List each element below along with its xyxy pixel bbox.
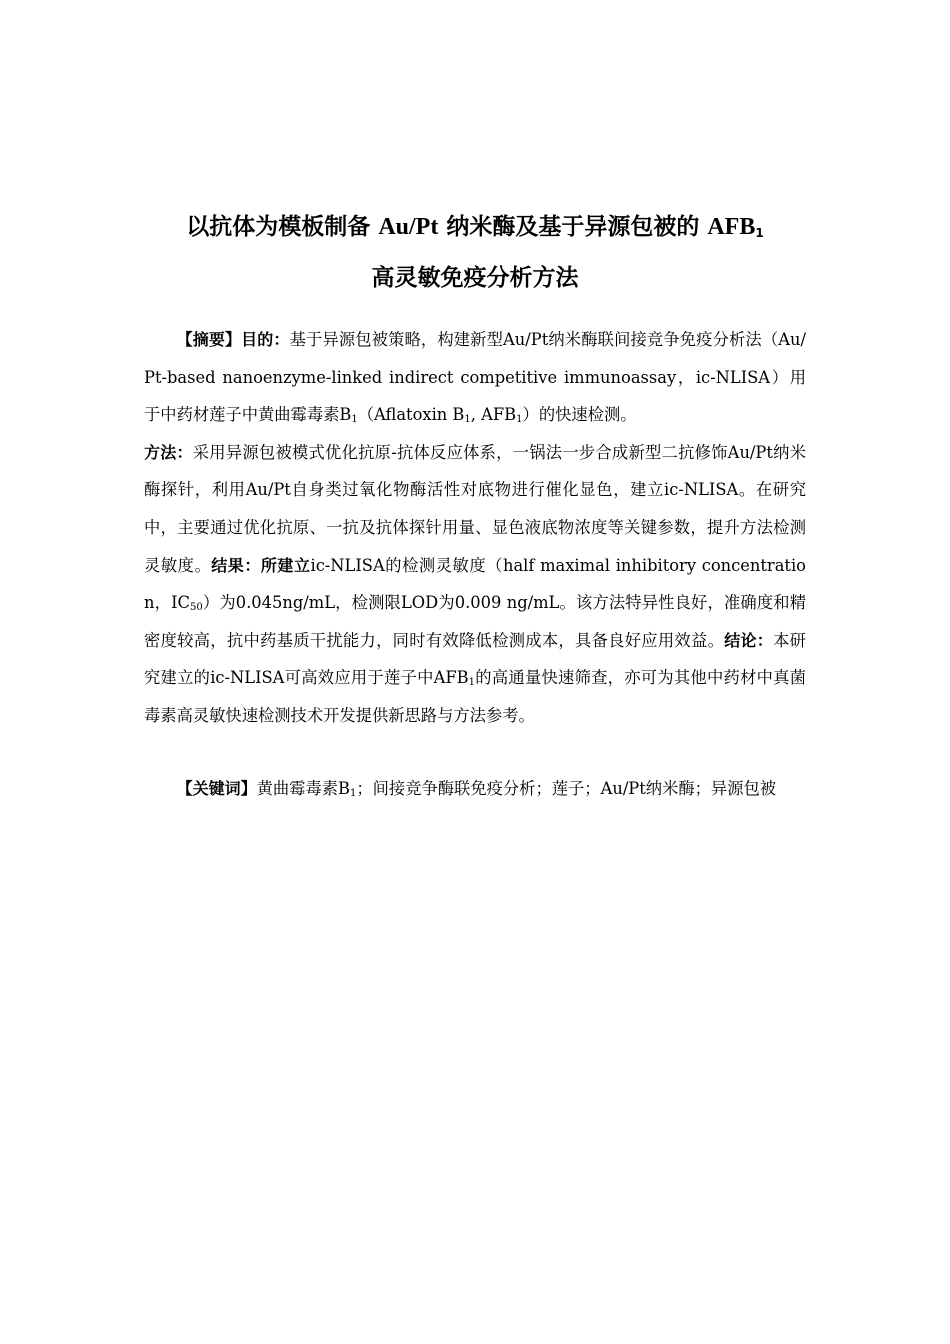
objective-label: 目的： bbox=[241, 330, 290, 349]
title-text-part-1: 以抗体为模板制备 bbox=[186, 214, 379, 240]
keywords-section bbox=[144, 770, 806, 808]
paper-title-line-1 bbox=[130, 212, 820, 242]
methods-label: 方法： bbox=[144, 442, 193, 462]
results-text-2: ）为0.045ng/mL，检测限LOD为0.009 ng/mL。该方法特异性良好，准确度和精密度较高，抗中药基质干扰能力，同时有效降低检测成本，具备良好应用效益。 bbox=[144, 593, 806, 650]
objective-subscript-2: 1 bbox=[464, 414, 471, 426]
methods-text: 采用异源包被模式优化抗原-抗体反应体系，一锅法一步合成新型二抗修饰Au/Pt纳米酶探针，利用Au/Pt自身类过氧化物酶活性对底物进行催化显色，建立ic-NLISA。在研究中，主要通过优化抗原、一抗及抗体探针用量、显色液底物浓度等关键参数，提升方法检测灵敏度。 bbox=[144, 442, 806, 575]
keywords-label: 【关键词】 bbox=[176, 779, 257, 798]
objective-text-1: 基于异源包被策略，构建新型Au/Pt纳米酶联间接竞争免疫分析法（Au/Pt-based nanoenzyme-linked indirect competitive immunoassay，ic-NLISA）用于中药材莲子中黄曲霉毒素B bbox=[144, 330, 806, 425]
objective-text-3: , AFB bbox=[470, 405, 517, 425]
conclusion-label: 结论： bbox=[724, 630, 774, 650]
abstract-section bbox=[144, 321, 806, 735]
title-text-part-2: 纳米酶及基于异源包被的 bbox=[438, 214, 708, 240]
results-subscript: 50 bbox=[189, 602, 203, 614]
title-latin-afb: AFB bbox=[707, 214, 756, 240]
keywords-subscript: 1 bbox=[349, 788, 357, 799]
keywords-paragraph bbox=[144, 770, 806, 808]
abstract-paragraph bbox=[144, 321, 806, 735]
keywords-text-1: 黄曲霉毒素B bbox=[256, 779, 350, 798]
results-label: 结果：所建立 bbox=[211, 555, 311, 575]
conclusion-text-1: 本研究建立的ic-NLISA可高效应用于莲子中AFB bbox=[144, 630, 806, 688]
objective-text-4: ）的快速检测。 bbox=[522, 405, 637, 425]
conclusion-subscript: 1 bbox=[468, 677, 476, 689]
results-text-1: ic-NLISA的检测灵敏度（half maximal inhibitory concentration，IC bbox=[144, 555, 806, 613]
objective-subscript-1: 1 bbox=[351, 414, 358, 426]
paper-title-line-2: 高灵敏免疫分析方法 bbox=[371, 265, 579, 291]
conclusion-text-2: 的高通量快速筛查，亦可为其他中药材中真菌毒素高灵敏快速检测技术开发提供新思路与方法参考。 bbox=[144, 668, 806, 725]
title-subscript: 1 bbox=[755, 226, 764, 240]
keywords-text-2: ；间接竞争酶联免疫分析；莲子；Au/Pt纳米酶；异源包被 bbox=[356, 779, 777, 798]
title-latin-au-pt: Au/Pt bbox=[378, 214, 439, 240]
objective-text-2: （Aflatoxin B bbox=[357, 405, 465, 425]
objective-subscript-3: 1 bbox=[516, 414, 523, 426]
abstract-label: 【摘要】 bbox=[176, 330, 242, 349]
